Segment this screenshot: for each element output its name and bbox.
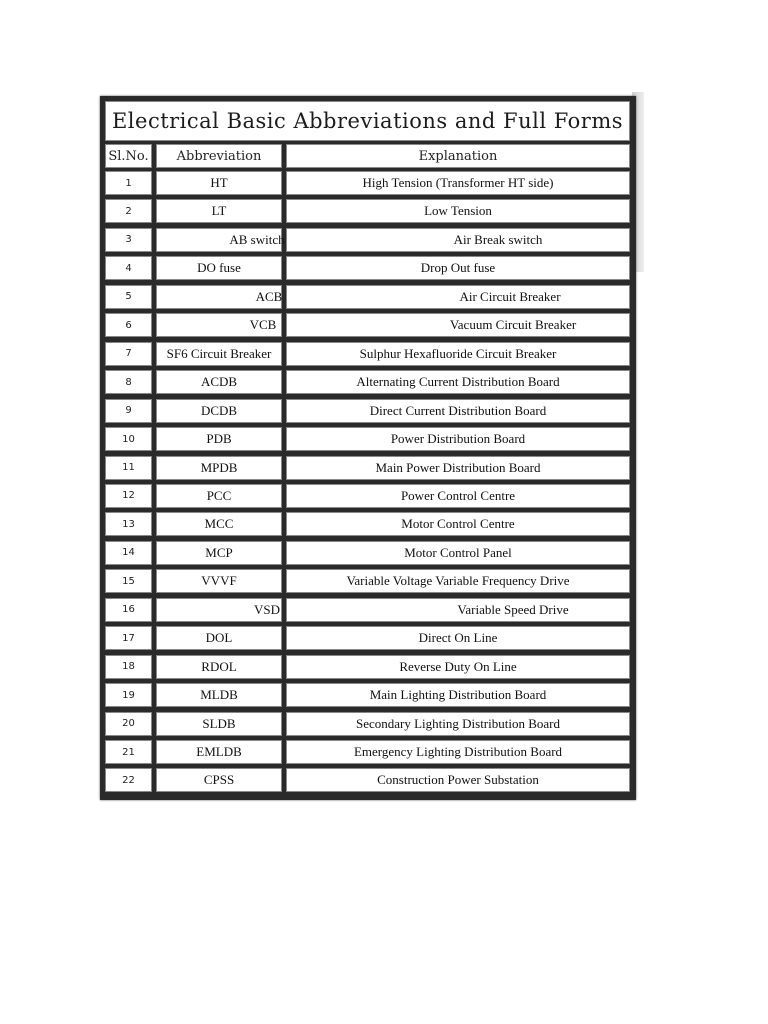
table-row <box>105 740 630 764</box>
row-abbreviation <box>156 370 282 394</box>
table-row <box>105 626 630 650</box>
explanation-text: Reverse Duty On Line <box>399 658 517 674</box>
explanation-text: Variable Speed Drive <box>457 601 569 617</box>
row-explanation <box>286 598 630 622</box>
explanation-text: Power Distribution Board <box>390 431 526 447</box>
row-explanation <box>286 740 630 764</box>
explanation-text: Motor Control Panel <box>404 544 512 560</box>
explanation-text: Motor Control Centre <box>401 516 515 532</box>
explanation-text: Sulphur Hexafluoride Circuit Breaker <box>359 345 557 361</box>
explanation-text: Direct Current Distribution Board <box>369 402 547 418</box>
table-row <box>105 541 630 565</box>
row-sl-no: 9 <box>105 399 152 423</box>
header-explanation: Explanation <box>286 144 630 168</box>
explanation-text: Secondary Lighting Distribution Board <box>355 715 560 731</box>
row-abbreviation <box>156 228 285 252</box>
table-row <box>105 228 630 252</box>
row-abbreviation <box>156 456 282 480</box>
abbreviation-text: MCP <box>205 544 233 560</box>
row-sl-no: 3 <box>105 228 152 252</box>
row-explanation <box>286 171 630 195</box>
table-title: Electrical Basic Abbreviations and Full Forms <box>105 101 630 141</box>
explanation-text: Air Break switch <box>453 231 543 247</box>
abbreviations-table <box>100 96 636 800</box>
abbreviation-text: VVVF <box>201 573 237 589</box>
abbreviation-text: SF6 Circuit Breaker <box>166 345 272 361</box>
table-row <box>105 712 630 736</box>
row-sl-no: 1 <box>105 171 152 195</box>
row-abbreviation <box>156 313 282 337</box>
row-explanation <box>286 712 630 736</box>
row-sl-no: 17 <box>105 626 152 650</box>
row-sl-no: 15 <box>105 569 152 593</box>
table-row <box>105 313 630 337</box>
row-sl-no: 4 <box>105 256 152 280</box>
explanation-text: Direct On Line <box>418 630 498 646</box>
row-explanation <box>286 199 630 223</box>
row-explanation <box>286 569 630 593</box>
explanation-text: Air Circuit Breaker <box>459 288 561 304</box>
explanation-text: Variable Voltage Variable Frequency Drive <box>346 573 570 589</box>
abbreviation-text: ACDB <box>200 374 238 390</box>
row-explanation <box>286 256 630 280</box>
abbreviation-text: MPDB <box>200 459 238 475</box>
row-explanation <box>286 399 630 423</box>
table-row <box>105 655 630 679</box>
table-row <box>105 256 630 280</box>
row-explanation <box>286 456 630 480</box>
table-row <box>105 399 630 423</box>
abbreviation-text: HT <box>210 175 228 190</box>
table-row <box>105 342 630 366</box>
row-abbreviation <box>156 683 282 707</box>
row-sl-no: 2 <box>105 199 152 223</box>
row-abbreviation <box>156 484 282 508</box>
row-sl-no: 11 <box>105 456 152 480</box>
row-explanation <box>286 683 630 707</box>
row-abbreviation <box>156 569 282 593</box>
table-row <box>105 512 630 536</box>
abbreviation-text: PCC <box>206 487 232 503</box>
row-sl-no: 16 <box>105 598 152 622</box>
row-abbreviation <box>156 768 282 792</box>
abbreviation-text: ACB <box>255 288 283 304</box>
row-explanation <box>286 370 630 394</box>
row-abbreviation <box>156 712 282 736</box>
table-row <box>105 456 630 480</box>
row-explanation <box>286 313 630 337</box>
row-explanation <box>286 512 630 536</box>
abbreviation-text: MLDB <box>200 687 238 703</box>
abbreviation-text: VCB <box>249 317 277 333</box>
row-explanation <box>286 484 630 508</box>
table-row <box>105 370 630 394</box>
row-sl-no: 20 <box>105 712 152 736</box>
abbreviation-text: DO fuse <box>197 260 241 276</box>
row-sl-no: 7 <box>105 342 152 366</box>
row-sl-no: 8 <box>105 370 152 394</box>
explanation-text: Vacuum Circuit Breaker <box>449 317 577 333</box>
header-sl-no: Sl.No. <box>105 144 152 168</box>
abbreviation-text: CPSS <box>203 772 235 788</box>
row-sl-no: 6 <box>105 313 152 337</box>
abbreviation-text: MCC <box>204 516 234 532</box>
row-sl-no: 22 <box>105 768 152 792</box>
row-abbreviation <box>156 598 282 622</box>
row-sl-no: 5 <box>105 285 152 309</box>
abbreviation-text: DCDB <box>200 402 238 418</box>
explanation-text: Power Control Centre <box>400 487 516 503</box>
row-explanation <box>286 626 630 650</box>
table-row <box>105 427 630 451</box>
abbreviation-text: RDOL <box>201 658 237 674</box>
row-explanation <box>286 427 630 451</box>
explanation-text: Emergency Lighting Distribution Board <box>353 744 563 759</box>
row-explanation <box>286 342 630 366</box>
row-abbreviation <box>156 626 282 650</box>
abbreviation-text: AB switch <box>229 231 285 247</box>
table-row <box>105 598 630 622</box>
table-row <box>105 199 630 223</box>
row-sl-no: 18 <box>105 655 152 679</box>
row-abbreviation <box>156 342 282 366</box>
row-sl-no: 14 <box>105 541 152 565</box>
row-sl-no: 13 <box>105 512 152 536</box>
abbreviation-text: LT <box>211 203 227 219</box>
row-sl-no: 12 <box>105 484 152 508</box>
header-abbreviation: Abbreviation <box>156 144 282 168</box>
row-abbreviation <box>156 740 282 764</box>
row-abbreviation <box>156 541 282 565</box>
row-explanation <box>286 768 630 792</box>
abbreviation-text: SLDB <box>202 715 236 731</box>
table-header-row <box>105 144 630 168</box>
table-row <box>105 768 630 792</box>
row-abbreviation <box>156 171 282 195</box>
row-abbreviation <box>156 285 282 309</box>
row-sl-no: 10 <box>105 427 152 451</box>
row-sl-no: 19 <box>105 683 152 707</box>
explanation-text: High Tension (Transformer HT side) <box>362 175 554 190</box>
table-row <box>105 171 630 195</box>
explanation-text: Main Lighting Distribution Board <box>369 687 547 703</box>
abbreviation-text: DOL <box>205 630 233 646</box>
row-explanation <box>286 228 630 252</box>
row-abbreviation <box>156 655 282 679</box>
abbreviation-text: EMLDB <box>196 744 242 759</box>
table-row <box>105 569 630 593</box>
abbreviation-text: PDB <box>206 431 232 447</box>
row-abbreviation <box>156 256 282 280</box>
row-explanation <box>286 285 630 309</box>
explanation-text: Main Power Distribution Board <box>375 459 541 475</box>
explanation-text: Alternating Current Distribution Board <box>356 374 560 390</box>
row-abbreviation <box>156 512 282 536</box>
row-abbreviation <box>156 199 282 223</box>
abbreviation-text: VSD <box>253 601 280 617</box>
table-row <box>105 285 630 309</box>
explanation-text: Construction Power Substation <box>377 772 539 788</box>
row-sl-no: 21 <box>105 740 152 764</box>
explanation-text: Drop Out fuse <box>420 260 496 276</box>
table-row <box>105 484 630 508</box>
explanation-text: Low Tension <box>424 203 492 219</box>
row-explanation <box>286 541 630 565</box>
table-row <box>105 683 630 707</box>
row-abbreviation <box>156 427 282 451</box>
row-abbreviation <box>156 399 282 423</box>
row-explanation <box>286 655 630 679</box>
